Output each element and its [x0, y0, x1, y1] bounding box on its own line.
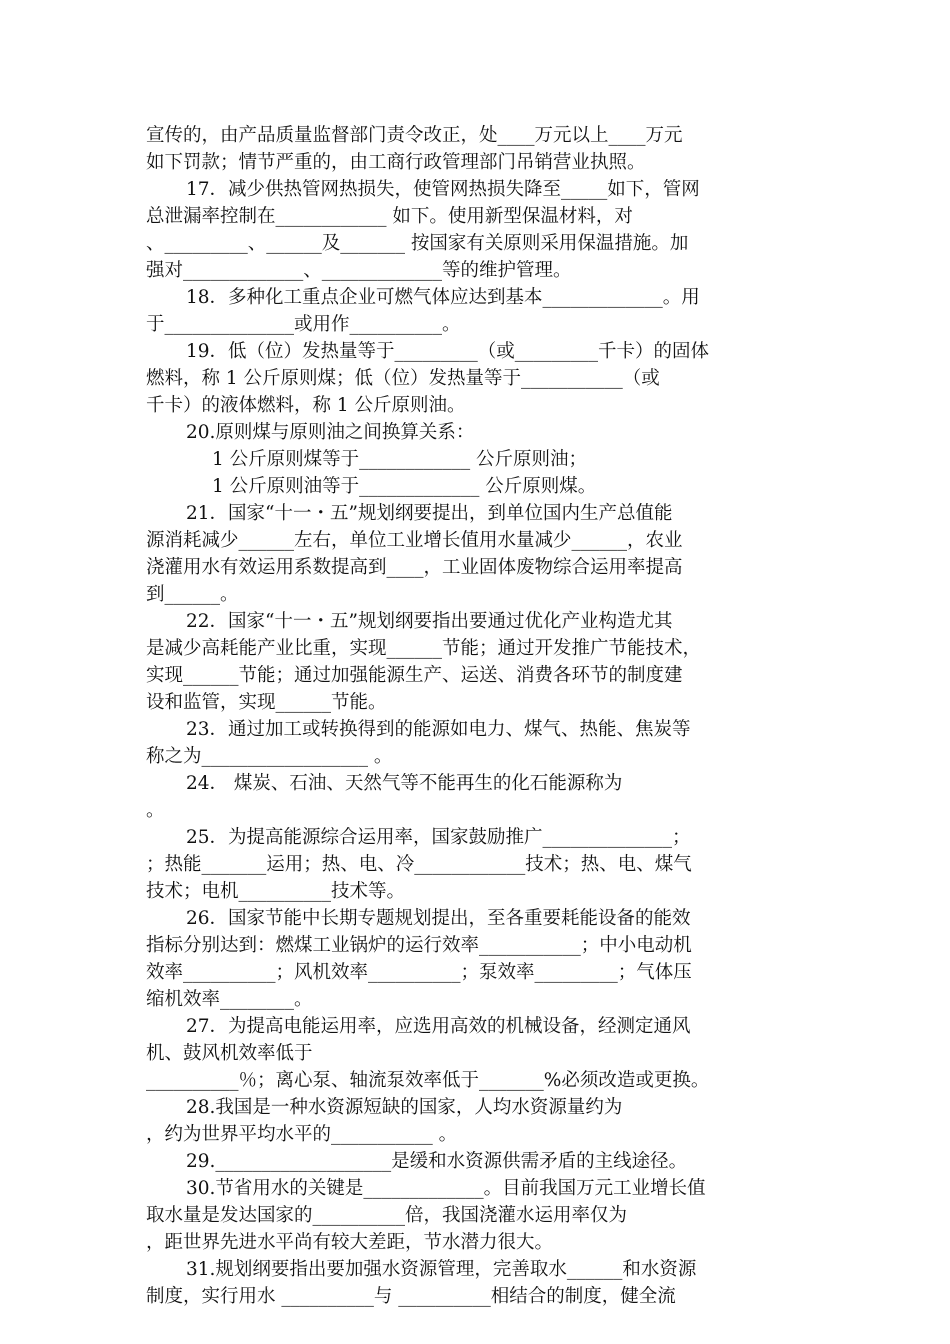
question-20: 20.原则煤与原则油之间换算关系： [186, 422, 475, 443]
question-30: 30.节省用水的关键是_____________。目前我国万元工业增长值 [186, 1178, 706, 1199]
text-line: 燃料，称 1 公斤原则煤；低（位）发热量等于___________（或 [146, 368, 660, 389]
document-body [146, 122, 808, 1310]
text-line: __________％；离心泵、轴流泵效率低于_______%必须改造或更换。 [146, 1070, 710, 1091]
text-line: 实现______节能；通过加强能源生产、运送、消费各环节的制度建 [146, 665, 683, 686]
question-27: 27．为提高电能运用率，应选用高效的机械设备，经测定通风 [186, 1016, 691, 1037]
question-23: 23．通过加工或转换得到的能源如电力、煤气、热能、焦炭等 [186, 719, 691, 740]
question-29: 29.___________________是缓和水资源供需矛盾的主线途径。 [186, 1151, 688, 1172]
text-line: 设和监管，实现______节能。 [146, 692, 387, 713]
text-line: 效率__________；风机效率__________；泵效率_________；气体压 [146, 962, 692, 983]
question-31: 31.规划纲要指出要加强水资源管理，完善取水______和水资源 [186, 1259, 697, 1280]
text-line: 到______。 [146, 584, 239, 605]
text-line: 制度，实行用水 __________与 __________相结合的制度，健全流 [146, 1286, 676, 1307]
text-line: 指标分别达到：燃煤工业锅炉的运行效率___________；中小电动机 [146, 935, 692, 956]
question-18: 18．多种化工重点企业可燃气体应达到基本_____________。用 [186, 287, 700, 308]
text-line: 如下罚款；情节严重的，由工商行政管理部门吊销营业执照。 [146, 152, 646, 173]
question-28: 28.我国是一种水资源短缺的国家，人均水资源量约为 [186, 1097, 623, 1118]
text-line: 1 公斤原则煤等于____________ 公斤原则油； [212, 449, 588, 470]
question-21: 21．国家“十一・五”规划纲要提出，到单位国内生产总值能 [186, 503, 673, 524]
text-line: 宣传的，由产品质量监督部门责令改正，处____万元以上____万元 [146, 125, 683, 146]
text-line: 取水量是发达国家的__________倍，我国浇灌水运用率仅为 [146, 1205, 628, 1226]
text-line: 是减少高耗能产业比重，实现______节能；通过开发推广节能技术， [146, 638, 702, 659]
text-line: 称之为__________________ 。 [146, 746, 393, 767]
text-line: 缩机效率________。 [146, 989, 313, 1010]
question-25: 25．为提高能源综合运用率，国家鼓励推广______________； [186, 827, 691, 848]
text-line: 强对_____________、_____________等的维护管理。 [146, 260, 572, 281]
text-line: 源消耗减少______左右，单位工业增长值用水量减少______，农业 [146, 530, 683, 551]
text-line: ，约为世界平均水平的___________ 。 [146, 1124, 458, 1145]
question-19: 19．低（位）发热量等于_________（或_________千卡）的固体 [186, 341, 710, 362]
question-24: 24． 煤炭、石油、天然气等不能再生的化石能源称为 [186, 773, 623, 794]
text-line: ；热能_______运用；热、电、冷____________技术；热、电、煤气 [146, 854, 692, 875]
text-line: 浇灌用水有效运用系数提高到____，工业固体废物综合运用率提高 [146, 557, 683, 578]
text-line: 技术；电机__________技术等。 [146, 881, 406, 902]
text-line: 机、鼓风机效率低于 [146, 1043, 313, 1064]
question-26: 26．国家节能中长期专题规划提出，至各重要耗能设备的能效 [186, 908, 691, 929]
text-line: 总泄漏率控制在____________ 如下。使用新型保温材料，对 [146, 206, 633, 227]
text-line: 、_________、______及_______ 按国家有关原则采用保温措施。加 [146, 233, 689, 254]
text-line: 千卡）的液体燃料，称 1 公斤原则油。 [146, 395, 466, 416]
text-line: ，距世界先进水平尚有较大差距，节水潜力很大。 [146, 1232, 554, 1253]
text-line: 于______________或用作__________。 [146, 314, 461, 335]
question-22: 22．国家“十一・五”规划纲要指出要通过优化产业构造尤其 [186, 611, 673, 632]
text-line: 。 [146, 800, 165, 821]
question-17: 17．减少供热管网热损失，使管网热损失降至_____如下，管网 [186, 179, 700, 200]
text-line: 1 公斤原则油等于_____________ 公斤原则煤。 [212, 476, 597, 497]
